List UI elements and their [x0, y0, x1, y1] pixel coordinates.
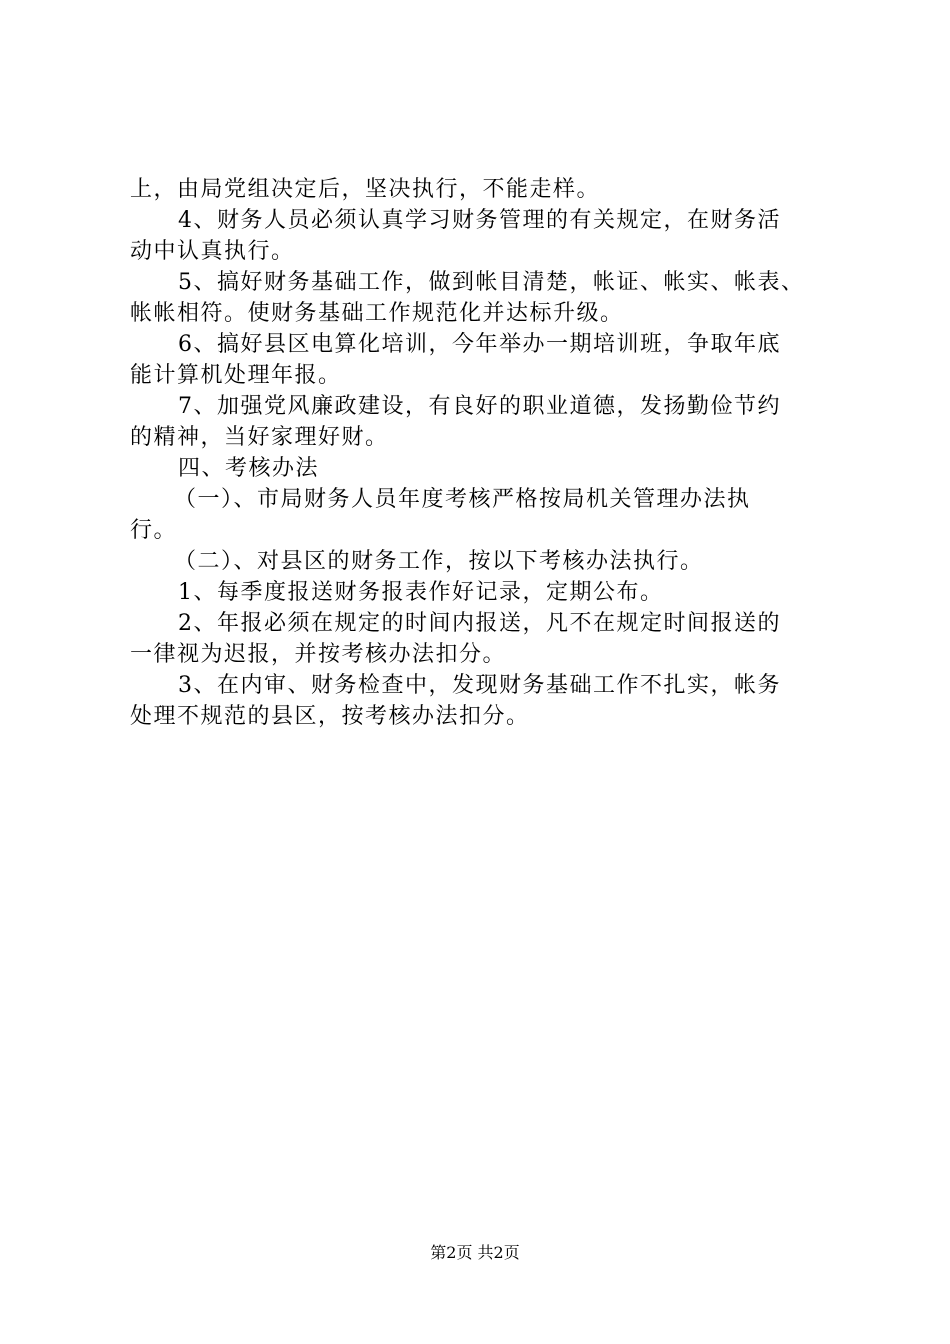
text-line: 的精神，当好家理好财。	[130, 425, 389, 450]
text-line: 3、在内审、财务检查中，发现财务基础工作不扎实，帐务	[178, 673, 781, 698]
text-line: 4、财务人员必须认真学习财务管理的有关规定，在财务活	[178, 208, 781, 233]
text-line: 6、搞好县区电算化培训，今年举办一期培训班，争取年底	[178, 332, 781, 357]
text-line: （一）、市局财务人员年度考核严格按局机关管理办法执	[174, 487, 751, 512]
text-line: 上，由局党组决定后，坚决执行，不能走样。	[130, 177, 601, 202]
text-line: 帐帐相符。使财务基础工作规范化并达标升级。	[130, 301, 624, 326]
text-line: 5、搞好财务基础工作，做到帐目清楚，帐证、帐实、帐表、	[178, 270, 805, 295]
text-line: 7、加强党风廉政建设，有良好的职业道德，发扬勤俭节约	[178, 394, 781, 419]
text-line: 一律视为迟报，并按考核办法扣分。	[130, 642, 507, 667]
text-line: 1、每季度报送财务报表作好记录，定期公布。	[178, 580, 664, 605]
text-line: 处理不规范的县区，按考核办法扣分。	[130, 704, 530, 729]
section-heading: 四、考核办法	[178, 456, 320, 481]
document-body	[130, 174, 830, 732]
page-number: 第2页 共2页	[430, 1243, 520, 1262]
text-line: 2、年报必须在规定的时间内报送，凡不在规定时间报送的	[178, 611, 781, 636]
text-line: 行。	[130, 518, 178, 543]
text-line: （二）、对县区的财务工作，按以下考核办法执行。	[174, 549, 704, 574]
text-line: 动中认真执行。	[130, 239, 295, 264]
text-line: 能计算机处理年报。	[130, 363, 342, 388]
